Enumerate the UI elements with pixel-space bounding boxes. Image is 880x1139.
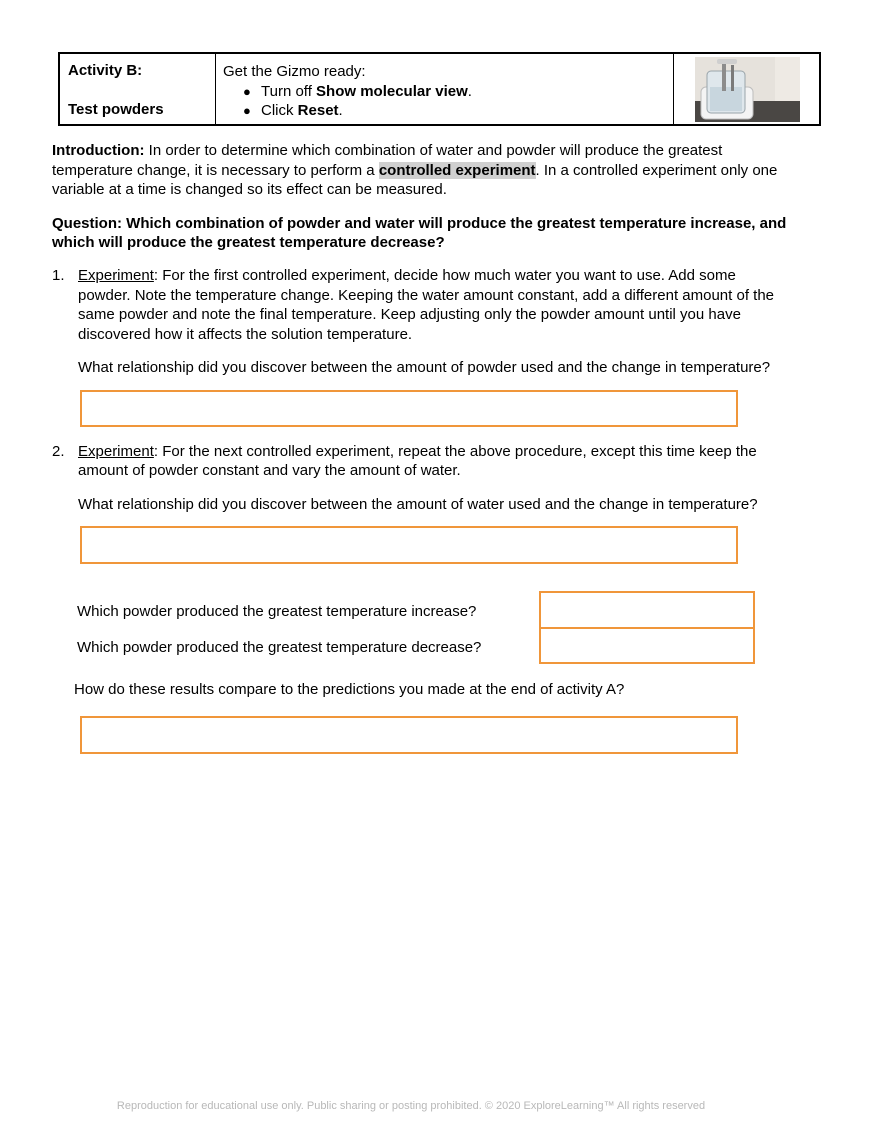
item-2-prompt: What relationship did you discover between the amount of water used and the change in temperature? bbox=[78, 496, 758, 513]
item-2-line-1: Experiment: For the next controlled experiment, repeat the above procedure, except this time keep the bbox=[78, 443, 757, 460]
introduction-line-2: temperature change, it is necessary to perform a controlled experiment. In a controlled experiment only one bbox=[52, 162, 778, 179]
item-1-line-4: discovered how it affects the solution temperature. bbox=[78, 326, 413, 343]
gizmo-calorimeter-image bbox=[695, 57, 800, 122]
introduction-line-3: variable at a time is changed so its effect can be measured. bbox=[52, 181, 447, 198]
decrease-powder-prompt: Which powder produced the greatest temperature decrease? bbox=[77, 639, 482, 656]
question-line-1: Question: Which combination of powder and water will produce the greatest temperature increase, and bbox=[52, 215, 787, 232]
item-1-line-1: Experiment: For the first controlled experiment, decide how much water you want to use. Add some bbox=[78, 267, 736, 284]
item-1-number: 1. bbox=[52, 267, 65, 284]
item-1-line-3: same powder and note the final temperature. Keep adjusting only the powder amount until you have bbox=[78, 306, 741, 323]
water-relationship-answer-box[interactable] bbox=[80, 526, 738, 564]
decrease-powder-answer-box[interactable] bbox=[539, 627, 755, 664]
setup-cell bbox=[216, 54, 674, 124]
setup-step: ● Turn off Show molecular view. bbox=[243, 82, 673, 102]
introduction-line-1: Introduction: In order to determine which combination of water and powder will produce the greatest bbox=[52, 142, 723, 159]
increase-powder-prompt: Which powder produced the greatest temperature increase? bbox=[77, 603, 477, 620]
setup-steps bbox=[223, 82, 673, 121]
activity-label-cell bbox=[60, 54, 216, 124]
setup-step: ● Click Reset. bbox=[243, 101, 673, 121]
question-line-2: which will produce the greatest temperature decrease? bbox=[52, 234, 445, 251]
setup-title: Get the Gizmo ready: bbox=[223, 63, 366, 80]
item-2-line-2: amount of powder constant and vary the amount of water. bbox=[78, 462, 461, 479]
activity-header-table bbox=[58, 52, 821, 126]
compare-prompt: How do these results compare to the predictions you made at the end of activity A? bbox=[74, 681, 625, 698]
compare-answer-box[interactable] bbox=[80, 716, 738, 754]
item-1-prompt: What relationship did you discover between the amount of powder used and the change in temperature? bbox=[78, 359, 771, 376]
item-1-line-2: powder. Note the temperature change. Keeping the water amount constant, add a different amount of the bbox=[78, 287, 775, 304]
controlled-experiment-term: controlled experiment bbox=[378, 162, 536, 179]
image-cell bbox=[674, 54, 819, 124]
increase-powder-answer-box[interactable] bbox=[539, 591, 755, 629]
activity-label: Activity B: bbox=[68, 62, 143, 79]
experiment-label: Experiment bbox=[78, 267, 154, 284]
copyright-footer: Reproduction for educational use only. Public sharing or posting prohibited. © 2020 ExploreLearning™ All rights reserved bbox=[116, 1100, 706, 1112]
activity-title: Test powders bbox=[68, 101, 164, 118]
powder-relationship-answer-box[interactable] bbox=[80, 390, 738, 427]
experiment-label: Experiment bbox=[78, 443, 154, 460]
item-2-number: 2. bbox=[52, 443, 65, 460]
